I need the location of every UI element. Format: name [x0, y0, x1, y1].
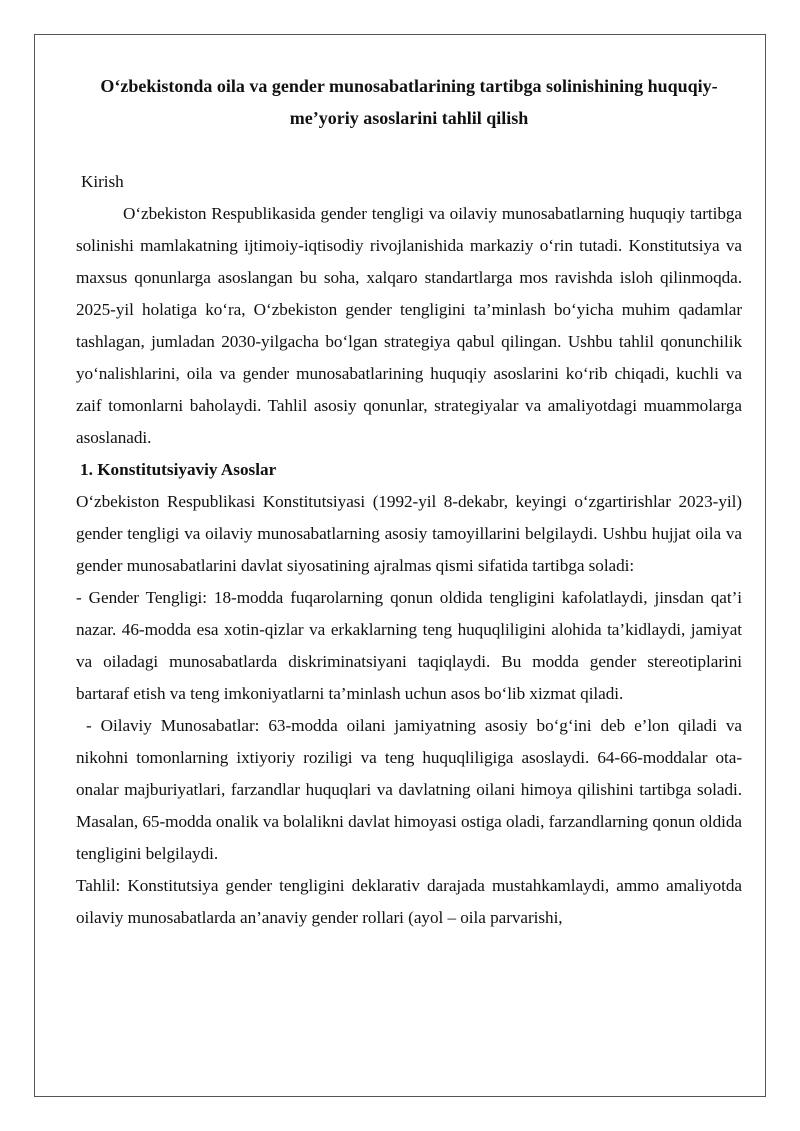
document-title: O‘zbekistonda oila va gender munosabatlarining tartibga solinishining huquqiy-me’yoriy asoslarini tahlil qilish	[100, 76, 718, 128]
family-relations-bullet: - Oilaviy Munosabatlar: 63-modda oilani jamiyatning asosiy bo‘g‘ini deb e’lon qiladi va nikohni tomonlarning ixtiyoriy roziligi va teng huquqliligiga asoslaydi. 64-66-moddalar ota-onalar majburiyatlari, farzandlar huquqlari va davlatning oilani himoya qilishini tartibga soladi. Masalan, 65-modda onalik va bolalikni davlat himoyasi ostiga oladi, farzandlarning qonun oldida tengligini belgilaydi.	[76, 716, 742, 863]
intro-label: Kirish	[81, 172, 124, 191]
section-1-heading: 1. Konstitutsiyaviy Asoslar	[80, 460, 277, 479]
intro-paragraph: O‘zbekiston Respublikasida gender tengligi va oilaviy munosabatlarning huquqiy tartibga solinishi mamlakatning ijtimoiy-iqtisodiy rivojlanishida markaziy o‘rin tutadi. Konstitutsiya va maxsus qonunlarga asoslangan bu soha, xalqaro standartlarga mos ravishda isloh qilinmoqda. 2025-yil holatiga ko‘ra, O‘zbekiston gender tengligini ta’minlash bo‘yicha muhim qadamlar tashlagan, jumladan 2030-yilgacha bo‘lgan strategiya qabul qilingan. Ushbu tahlil qonunchilik yo‘nalishlarini, oila va gender munosabatlarining huquqiy asoslarini ko‘rib chiqadi, kuchli va zaif tomonlarni baholaydi. Tahlil asosiy qonunlar, strategiyalar va amaliyotdagi muammolarga asoslanadi.	[76, 204, 742, 447]
analysis-paragraph: Tahlil: Konstitutsiya gender tengligini deklarativ darajada mustahkamlaydi, ammo amaliyotda oilaviy munosabatlarda an’anaviy gender rollari (ayol – oila parvarishi,	[76, 876, 742, 927]
spacer	[76, 134, 742, 166]
gender-equality-bullet: - Gender Tengligi: 18-modda fuqarolarning qonun oldida tengligini kafolatlaydi, jinsdan qat’i nazar. 46-modda esa xotin-qizlar va erkaklarning teng huquqliligini alohida ta’kidlaydi, jamiyat va oiladagi munosabatlarda diskriminatsiyani taqiqlaydi. Bu modda gender stereotiplarini bartaraf etish va teng imkoniyatlarni ta’minlash uchun asos bo‘lib xizmat qiladi.	[76, 588, 742, 703]
document-body	[76, 70, 742, 934]
section-1-paragraph: O‘zbekiston Respublikasi Konstitutsiyasi (1992-yil 8-dekabr, keyingi o‘zgartirishlar 2023-yil) gender tengligi va oilaviy munosabatlarning asosiy tamoyillarini belgilaydi. Ushbu hujjat oila va gender munosabatlarini davlat siyosatining ajralmas qismi sifatida tartibga soladi:	[76, 492, 742, 575]
